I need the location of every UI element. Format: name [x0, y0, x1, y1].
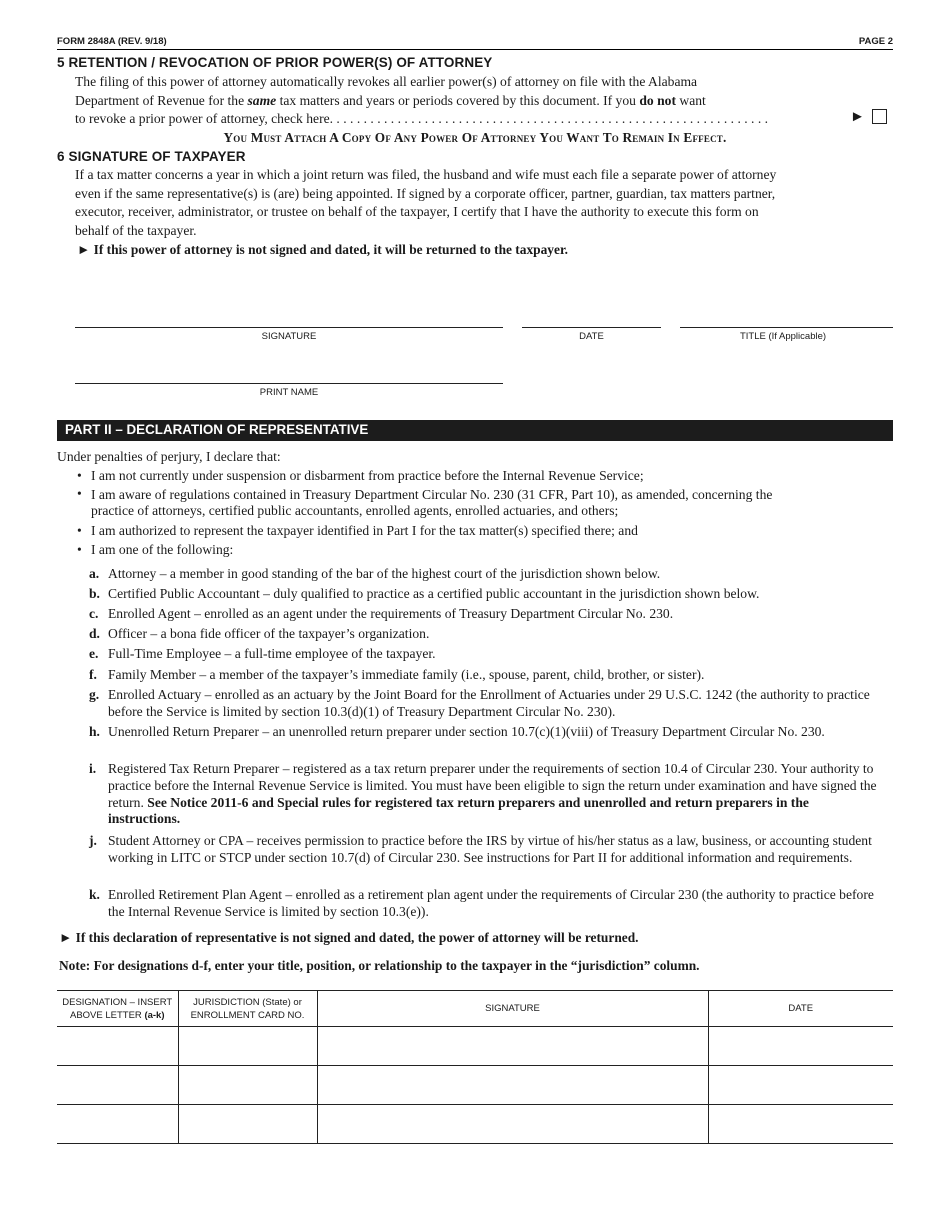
section6-text: If a tax matter concerns a year in which a joint return was filed, the husband and wife must each file a separate power of attorney even if the same representative(s) is (are) being appointed. If signed by a corporate officer, partner, guardian, tax matters partner, executor, receiver, administrator, or trustee on behalf of the taxpayer, I certify that I have the authority to execute this form on behalf of the taxpayer.	[75, 167, 777, 238]
date-label: DATE	[579, 331, 604, 342]
table-row	[57, 1027, 893, 1066]
signature-header: SIGNATURE	[317, 991, 708, 1027]
list-item: f. Family Member – a member of the taxpayer’s immediate family (i.e., spouse, parent, child, brother, or sister).	[89, 667, 705, 682]
declaration-warning: ► If this declaration of representative is not signed and dated, the power of attorney will be returned.	[59, 930, 639, 945]
designation-cell[interactable]	[57, 1027, 178, 1066]
date-cell[interactable]	[708, 1027, 893, 1066]
page-number: PAGE 2	[858, 36, 893, 47]
list-item: h. Unenrolled Return Preparer – an unenrolled return preparer under section 10.7(c)(1)(viii) of Treasury Department Circular No. 230.	[89, 724, 825, 739]
list-item: • I am authorized to represent the taxpayer identified in Part I for the tax matter(s) specified there; and	[75, 522, 893, 541]
print-name-line[interactable]	[75, 383, 503, 384]
list-item: e. Full-Time Employee – a full-time employee of the taxpayer.	[89, 646, 436, 661]
jurisdiction-header: JURISDICTION (State) or ENROLLMENT CARD NO.	[178, 991, 317, 1027]
list-item: g. Enrolled Actuary – enrolled as an actuary by the Joint Board for the Enrollment of Actuaries under 29 U.S.C. 1242 (the authority to practice before the Service is limited by section 10.3(d)(1) of Treasury Department Circular No. 230).	[89, 687, 870, 719]
section6-title: 6 SIGNATURE OF TAXPAYER	[57, 149, 246, 164]
part2-header-bar	[57, 420, 893, 441]
list-item: • I am aware of regulations contained in Treasury Department Circular No. 230 (31 CFR, Part 10), as amended, concerning the practice of attorneys, certified public accountants, enrolled agents, enrolled actuaries, and others;	[75, 486, 893, 523]
designation-cell[interactable]	[57, 1105, 178, 1144]
list-item: i. Registered Tax Return Preparer – registered as a tax return preparer under the requirements of section 10.4 of Circular 230. Your authority to practice before the Internal Revenue Service is limited. You must have been eligible to sign the return under examination and have signed the return. See Notice 2011-6 and Special rules for registered tax return preparers and unenrolled and return preparers in the instructions.	[89, 761, 877, 827]
signature-label: SIGNATURE	[261, 331, 317, 342]
attach-copy-notice: You Must Attach A Copy Of Any Power Of Attorney You Want To Remain In Effect.	[223, 130, 727, 145]
section5-line1: The filing of this power of attorney automatically revokes all earlier power(s) of attorney on file with the Alabama	[75, 74, 698, 89]
signature-cell[interactable]	[317, 1105, 708, 1144]
title-line[interactable]	[680, 327, 893, 328]
jurisdiction-cell[interactable]	[178, 1105, 317, 1144]
list-item: k. Enrolled Retirement Plan Agent – enrolled as a retirement plan agent under the requirements of Circular 230 (the authority to practice before the Internal Revenue Service is limited by section 10.3(e)).	[89, 887, 874, 919]
table-row	[57, 1066, 893, 1105]
date-line[interactable]	[522, 327, 661, 328]
section5-text	[75, 73, 875, 129]
table-row	[57, 1105, 893, 1144]
list-item: a. Attorney – a member in good standing of the bar of the highest court of the jurisdiction shown below.	[89, 566, 661, 581]
designation-header: DESIGNATION – INSERT ABOVE LETTER (a-k)	[57, 991, 178, 1027]
print-name-label: PRINT NAME	[259, 387, 319, 398]
designation-note: Note: For designations d-f, enter your title, position, or relationship to the taxpayer in the “jurisdiction” column.	[59, 958, 700, 973]
part2-intro: Under penalties of perjury, I declare that:	[57, 449, 281, 464]
revoke-prior-checkbox[interactable]	[872, 109, 887, 124]
arrow-icon: ►	[850, 109, 865, 125]
section5-title: 5 RETENTION / REVOCATION OF PRIOR POWER(S) OF ATTORNEY	[57, 55, 493, 70]
signature-cell[interactable]	[317, 1066, 708, 1105]
designation-cell[interactable]	[57, 1066, 178, 1105]
list-item: • I am not currently under suspension or disbarment from practice before the Internal Revenue Service;	[75, 467, 893, 486]
list-item: b. Certified Public Accountant – duly qualified to practice as a certified public accountant in the jurisdiction shown below.	[89, 586, 760, 601]
date-cell[interactable]	[708, 1105, 893, 1144]
taxpayer-signature-warning: ► If this power of attorney is not signed and dated, it will be returned to the taxpayer.	[77, 242, 569, 257]
table-header-row	[57, 991, 893, 1027]
section5-line3: to revoke a prior power of attorney, check here. . . . . . . . . . . . . . . . . . . . . . . . . . . . . . . . . . . . . . . . . . . . . . . . . . . . . . . . . . . . . . . . .	[75, 111, 769, 126]
representative-table	[57, 990, 893, 1144]
part2-title: PART II – DECLARATION OF REPRESENTATIVE	[65, 422, 369, 437]
list-item: • I am one of the following:	[75, 541, 893, 560]
title-label: TITLE (If Applicable)	[739, 331, 827, 342]
form-header	[57, 36, 893, 47]
header-rule	[57, 49, 893, 50]
list-item: d. Officer – a bona fide officer of the taxpayer’s organization.	[89, 626, 430, 641]
jurisdiction-cell[interactable]	[178, 1027, 317, 1066]
arrow-icon: ►	[59, 930, 73, 945]
list-item: j. Student Attorney or CPA – receives permission to practice before the IRS by virtue of his/her status as a law, business, or accounting student working in LITC or STCP under section 10.7(d) of Circular 230. See instructions for Part II for additional information and requirements.	[89, 833, 872, 865]
list-item: c. Enrolled Agent – enrolled as an agent under the requirements of Treasury Department Circular No. 230.	[89, 606, 674, 621]
date-header: DATE	[708, 991, 893, 1027]
jurisdiction-cell[interactable]	[178, 1066, 317, 1105]
arrow-icon: ►	[77, 242, 91, 257]
signature-cell[interactable]	[317, 1027, 708, 1066]
signature-line[interactable]	[75, 327, 503, 328]
date-cell[interactable]	[708, 1066, 893, 1105]
declarations-list	[75, 467, 893, 559]
form-id: FORM 2848A (REV. 9/18)	[57, 36, 167, 47]
section5-line2: Department of Revenue for the same tax matters and years or periods covered by this document. If you do not want	[75, 92, 706, 108]
